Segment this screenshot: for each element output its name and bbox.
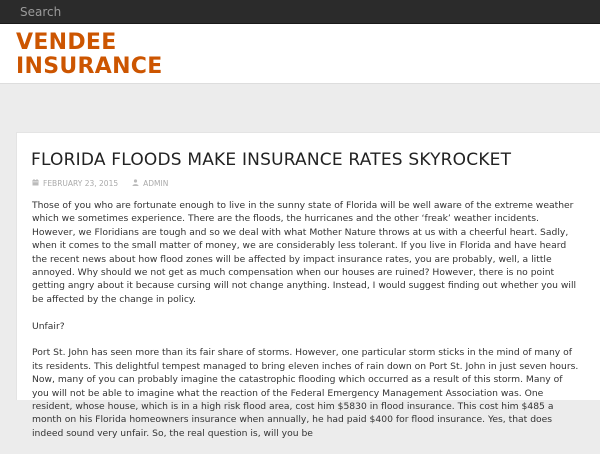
post-paragraph: Unfair? [32, 320, 65, 332]
top-bar [0, 0, 600, 24]
post-body [32, 199, 580, 454]
calendar-icon [32, 179, 39, 188]
post-author-link[interactable]: ADMIN [143, 178, 169, 188]
site-header [0, 24, 600, 84]
site-title-link[interactable]: VENDEE INSURANCE [16, 30, 163, 79]
post-paragraph: Port St. John has seen more than its fair share of storms. However, one particular storm sticks in the mind of many of its residents. This delightful tempest managed to bring eleven inches of rain down on Port St. John in just seven hours. Now, many of you can probably imagine the catastrophic flooding which occurred as a result of this storm. Many of you will not be able to imagine what the reaction of the Federal Emergency Management Association was. One resident, whose house, which is in a high risk flood area, cost him $5830 in flood insurance. This cost him $485 a month on his Florida homeowners insurance when annually, he had paid $400 for flood insurance. Yes, that does indeed sound very unfair. So, the real question is, will you be [32, 347, 579, 439]
post-date-link[interactable]: FEBRUARY 23, 2015 [43, 178, 119, 188]
content-area [0, 85, 600, 439]
post-meta [32, 177, 168, 189]
search-input[interactable] [8, 2, 258, 21]
post-paragraph: Those of you who are fortunate enough to live in the sunny state of Florida will be well aware of the extreme weather which we sometimes experience. There are the floods, the hurricanes and the other ‘freak’ weather incidents. However, we Floridians are tough and so we deal with what Mother Nature throws at us with a cheerful heart. Sadly, when it comes to the small matter of money, we are considerably less tolerant. If you live in Florida and have heard the recent news about how flood zones will be affected by impact insurance rates, you are probably, well, a little annoyed. Why should we not get as much compensation when our houses are ruined? However, there is no point getting angry about it because cursing will not change anything. Instead, I would suggest finding out whether you will be affected by the change in policy. [32, 200, 577, 305]
post-title[interactable]: FLORIDA FLOODS MAKE INSURANCE RATES SKYROCKET [31, 150, 512, 170]
user-icon [132, 179, 139, 188]
article [16, 132, 600, 439]
